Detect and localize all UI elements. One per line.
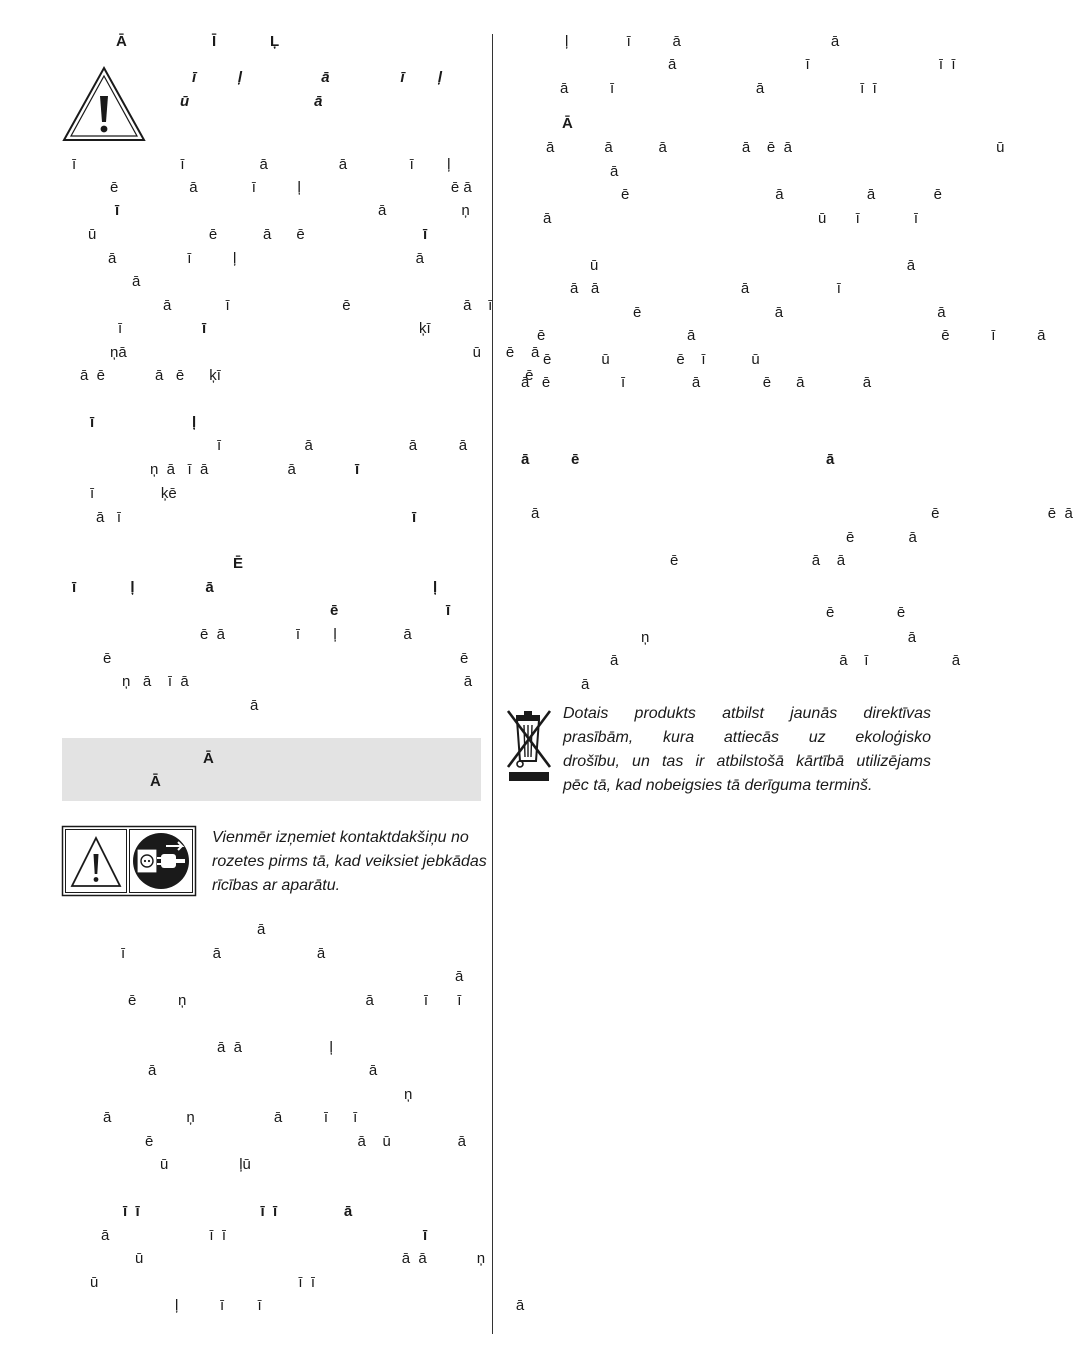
text-line: ā ņ ā ī ī xyxy=(103,1109,358,1126)
warning-triangle-icon xyxy=(62,66,146,142)
text-line: ā xyxy=(610,163,619,180)
text-line: ī xyxy=(202,320,207,337)
subheading-fragment: ļ xyxy=(433,579,438,596)
section-heading-fragment: Ā xyxy=(150,773,161,790)
text-line: ā ī xyxy=(96,509,122,526)
text-line: ā ā xyxy=(148,1062,378,1079)
text-line: ā ī ā ī ī xyxy=(560,80,877,97)
text-line: ā ā ā ā ē ā ū xyxy=(546,139,1005,156)
text-line: ī ī ā ā ī ļ xyxy=(72,156,451,173)
subheading-fragment: Ē xyxy=(233,555,244,572)
text-line: ū ļū xyxy=(160,1156,251,1173)
text-line: ī xyxy=(423,226,428,243)
text-line: ā ī ļ ā xyxy=(108,250,424,267)
text-line: ē xyxy=(460,650,469,667)
subheading-fragment: ē xyxy=(330,602,339,619)
subheading-fragment: ā xyxy=(826,451,835,468)
text-line: ē ā ī ļ ā xyxy=(200,626,412,643)
text-line: ā ē ā ē ķī ē xyxy=(80,367,534,384)
text-line: ī xyxy=(355,461,360,478)
heading-fragment: Ļ xyxy=(270,33,280,50)
subheading-fragment: ī ī ī ī ā xyxy=(123,1203,353,1220)
subheading-fragment: ī xyxy=(90,414,95,431)
subheading-fragment: ī xyxy=(446,602,451,619)
heading-fragment: Ī xyxy=(212,33,217,50)
text-line: ā ū ī ī xyxy=(543,210,919,227)
text-line: ī ā ā ā xyxy=(217,437,468,454)
text-line: ū ā ā ņ xyxy=(135,1250,486,1267)
text-line: ā xyxy=(257,921,266,938)
text-line: ī xyxy=(423,1227,428,1244)
recycling-notice-line: drošību, un tas ir atbilstošā kārtībā utilizējams xyxy=(563,753,931,770)
recycling-notice xyxy=(563,702,931,798)
subheading-fragment: Ā xyxy=(562,115,573,132)
text-line: ļ ī ī ā xyxy=(175,1297,525,1314)
text-line: ā ē ī ā ē ā ā xyxy=(521,374,872,391)
text-line: ā ā ī ā xyxy=(610,652,961,669)
recycling-notice-line: pēc tā, kad nobeigsies tā derīguma terminš. xyxy=(563,777,873,794)
text-line: ņ xyxy=(404,1086,413,1103)
text-line: ā ī ī xyxy=(101,1227,227,1244)
text-line: ī ā ā xyxy=(121,945,326,962)
text-line: ņ ā ī ā ā xyxy=(122,673,473,690)
text-line: ļ ī ā ā xyxy=(565,33,840,50)
text-line: ī xyxy=(115,202,120,219)
text-line: ē ā ī ļ ē ā xyxy=(110,179,472,196)
text-line: ņ ā xyxy=(641,629,917,646)
text-line: ā ņ xyxy=(378,202,470,219)
text-line: ē ā ā xyxy=(670,552,846,569)
text-line: ā xyxy=(455,968,464,985)
text-line: ē ā ē ī ā xyxy=(537,327,1046,344)
intro-italic-line: ī ļ ā ī ļ xyxy=(192,69,443,86)
text-line: ū ē ā ē xyxy=(88,226,305,243)
recycling-notice-line: prasībām, kura attiecās uz ekoloģisko xyxy=(563,729,931,746)
text-line: ī xyxy=(412,509,417,526)
text-line: ē ū ē ī ū xyxy=(543,351,760,368)
column-divider xyxy=(492,34,493,1334)
unplug-warning-panel xyxy=(62,826,196,896)
section-heading-fragment: Ā xyxy=(203,750,214,767)
text-line: ī ķē xyxy=(90,485,177,502)
intro-italic-line: ū ā xyxy=(180,93,323,110)
crossed-out-bin-icon xyxy=(506,707,554,783)
text-line: ā ī ī ī xyxy=(668,56,956,73)
text-line: ū ī ī xyxy=(90,1274,316,1291)
recycling-notice-line: Dotais produkts atbilst jaunās direktīvas xyxy=(563,705,931,722)
subheading-fragment: ā ē xyxy=(521,451,580,468)
text-line: ā xyxy=(250,697,259,714)
text-line: ā ī ē ā ī xyxy=(163,297,493,314)
text-line: ū ā xyxy=(590,257,916,274)
text-line: ņā ū ē ā xyxy=(110,344,540,361)
section-heading-box xyxy=(62,738,481,801)
text-line: ē ā ū ā xyxy=(145,1133,466,1150)
text-line: ķī xyxy=(419,320,431,337)
text-line: ē ē xyxy=(826,604,906,621)
subheading-fragment: ī ļ ā xyxy=(72,579,214,596)
text-line: ē ā ā xyxy=(633,304,946,321)
text-line: ā ā ā ī xyxy=(570,280,841,297)
heading-fragment: Ā xyxy=(116,33,127,50)
text-line: ē ņ ā ī ī xyxy=(128,992,462,1009)
text-line: ā xyxy=(132,273,141,290)
text-line: ē ā ā ē xyxy=(621,186,942,203)
text-line: ē xyxy=(103,650,112,667)
subheading-fragment: ļ xyxy=(192,414,197,431)
text-line: ā ā ļ xyxy=(217,1039,333,1056)
unplug-warning-text: Vienmēr izņemiet kontaktdakšiņu no rozetes pirms tā, kad veiksiet jebkādas rīcības ar aparātu. xyxy=(212,829,487,894)
text-line: ā xyxy=(581,676,590,693)
text-line: ā ē ē ā xyxy=(531,505,1073,522)
text-line: ī xyxy=(118,320,123,337)
text-line: ē ā xyxy=(846,529,917,546)
text-line: ņ ā ī ā ā xyxy=(150,461,296,478)
